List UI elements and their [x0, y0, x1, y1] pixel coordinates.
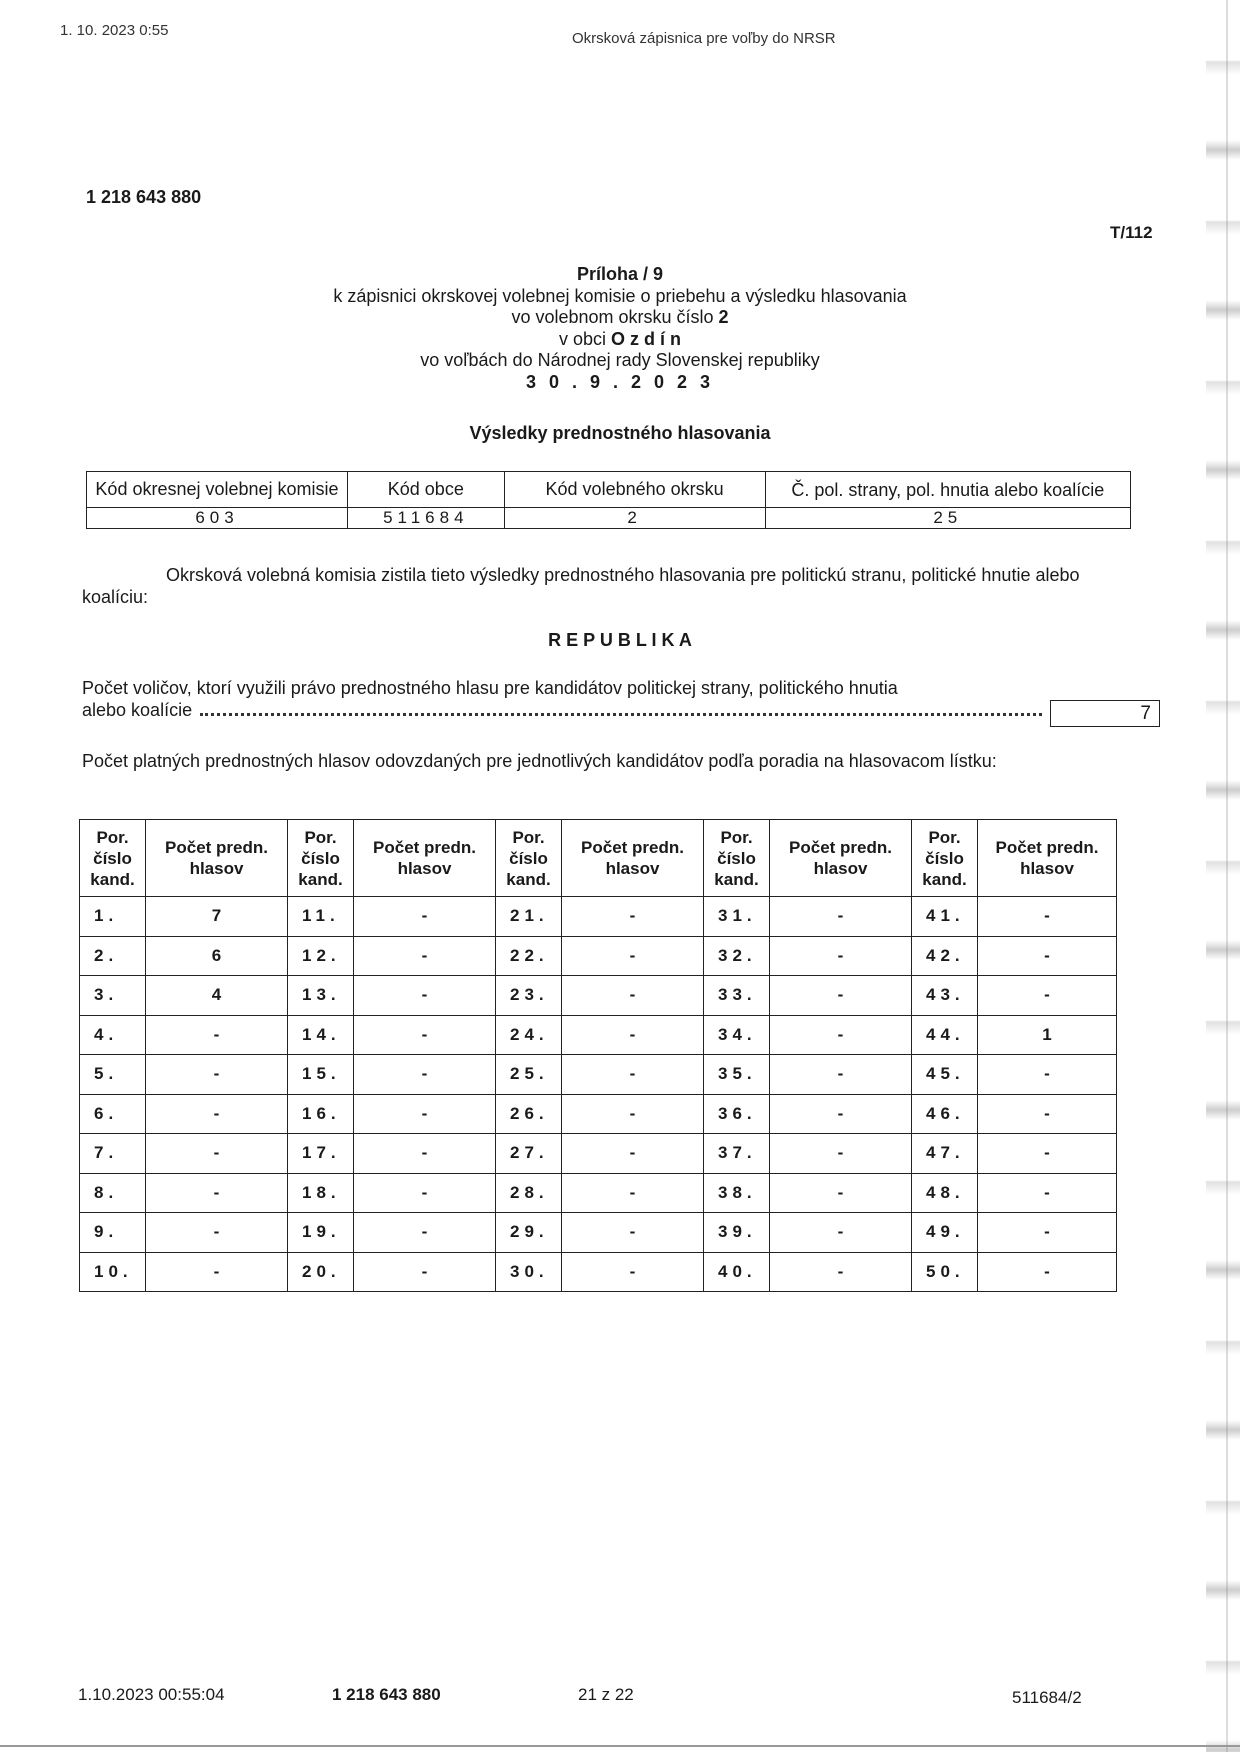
appendix-subtitle: k zápisnici okrskovej volebnej komisie o priebehu a výsledku hlasovania: [333, 285, 907, 306]
candidate-number: 10.: [80, 1252, 146, 1292]
candidate-votes: -: [354, 1213, 496, 1253]
votes-text: Počet platných prednostných hlasov odovzdaných pre jednotlivých kandidátov podľa poradia na hlasovacom lístku:: [82, 751, 997, 771]
candidate-number: 41.: [912, 897, 978, 937]
candidate-votes: -: [354, 1134, 496, 1174]
codes-value: 25: [765, 508, 1130, 529]
voters-text: Počet voličov, ktorí využili právo prednostného hlasu pre kandidátov politickej strany, politického hnutia alebo koalície: [82, 677, 1042, 721]
col-header-number: Por. číslo kand.: [80, 820, 146, 897]
results-header-row: [80, 820, 1117, 897]
election-date: 3 0 . 9 . 2 0 2 3: [525, 371, 715, 392]
candidate-votes: -: [770, 936, 912, 976]
candidate-votes: 4: [146, 976, 288, 1016]
candidate-number: 18.: [288, 1173, 354, 1213]
candidate-number: 46.: [912, 1094, 978, 1134]
candidate-number: 6.: [80, 1094, 146, 1134]
scan-edge-line: [1226, 0, 1228, 1752]
candidate-number: 50.: [912, 1252, 978, 1292]
document-title: Okrsková zápisnica pre voľby do NRSR: [572, 30, 836, 47]
candidate-number: 20.: [288, 1252, 354, 1292]
candidate-number: 42.: [912, 936, 978, 976]
candidate-votes: -: [770, 1134, 912, 1174]
table-row: [80, 1173, 1117, 1213]
candidate-votes: -: [562, 1134, 704, 1174]
candidate-number: 48.: [912, 1173, 978, 1213]
col-header-number: Por. číslo kand.: [704, 820, 770, 897]
table-row: [80, 1134, 1117, 1174]
candidate-votes: -: [354, 1252, 496, 1292]
col-header-number: Por. číslo kand.: [912, 820, 978, 897]
footer-ref: 511684/2: [1012, 1688, 1082, 1707]
candidate-number: 24.: [496, 1015, 562, 1055]
candidate-votes: -: [146, 1015, 288, 1055]
candidate-number: 2.: [80, 936, 146, 976]
candidate-votes: -: [978, 897, 1117, 937]
codes-header: Kód okresnej volebnej komisie: [87, 472, 348, 508]
candidate-number: 34.: [704, 1015, 770, 1055]
candidate-votes: -: [770, 1252, 912, 1292]
party-name: R E P U B L I K A: [548, 630, 692, 650]
candidate-votes: -: [978, 1213, 1117, 1253]
appendix-title: Príloha / 9: [576, 264, 664, 284]
table-row: [80, 1015, 1117, 1055]
col-header-votes: Počet predn. hlasov: [770, 820, 912, 897]
candidate-votes: -: [562, 976, 704, 1016]
candidate-number: 40.: [704, 1252, 770, 1292]
candidate-votes: -: [770, 1173, 912, 1213]
candidate-votes: -: [770, 1213, 912, 1253]
candidate-votes: -: [354, 1015, 496, 1055]
col-header-number: Por. číslo kand.: [496, 820, 562, 897]
candidate-number: 13.: [288, 976, 354, 1016]
candidate-number: 17.: [288, 1134, 354, 1174]
candidate-votes: -: [354, 976, 496, 1016]
candidate-number: 28.: [496, 1173, 562, 1213]
codes-value: 2: [504, 508, 765, 529]
candidate-number: 38.: [704, 1173, 770, 1213]
candidate-number: 33.: [704, 976, 770, 1016]
candidate-votes: -: [978, 976, 1117, 1016]
candidate-votes: 7: [146, 897, 288, 937]
candidate-votes: -: [354, 936, 496, 976]
candidate-votes: -: [770, 1015, 912, 1055]
candidate-number: 36.: [704, 1094, 770, 1134]
candidate-votes: -: [146, 1094, 288, 1134]
document-id: 1 218 643 880: [86, 187, 202, 207]
candidate-number: 32.: [704, 936, 770, 976]
candidate-votes: -: [770, 897, 912, 937]
candidate-number: 37.: [704, 1134, 770, 1174]
candidate-number: 14.: [288, 1015, 354, 1055]
candidate-number: 8.: [80, 1173, 146, 1213]
candidate-votes: -: [770, 1055, 912, 1095]
candidate-votes: -: [562, 1055, 704, 1095]
candidate-votes: -: [978, 1252, 1117, 1292]
footer-id: 1 218 643 880: [332, 1685, 441, 1704]
intro-text: Okrsková volebná komisia zistila tieto výsledky prednostného hlasovania pre politickú stranu, politické hnutie alebo koalíciu:: [82, 565, 1080, 607]
table-row: [80, 976, 1117, 1016]
candidate-number: 7.: [80, 1134, 146, 1174]
candidate-number: 4.: [80, 1015, 146, 1055]
voters-count: 7: [1050, 700, 1160, 727]
election-line: vo voľbách do Národnej rady Slovenskej republiky: [420, 350, 820, 370]
candidate-number: 16.: [288, 1094, 354, 1134]
candidate-votes: -: [146, 1213, 288, 1253]
candidate-number: 21.: [496, 897, 562, 937]
candidate-number: 22.: [496, 936, 562, 976]
candidate-number: 26.: [496, 1094, 562, 1134]
candidate-votes: 1: [978, 1015, 1117, 1055]
candidate-number: 15.: [288, 1055, 354, 1095]
candidate-votes: -: [562, 1213, 704, 1253]
candidate-number: 11.: [288, 897, 354, 937]
footer-datetime: 1.10.2023 00:55:04: [78, 1685, 225, 1704]
candidate-votes: -: [354, 1055, 496, 1095]
district-line: vo volebnom okrsku číslo 2: [511, 307, 729, 327]
candidate-number: 25.: [496, 1055, 562, 1095]
candidate-votes: -: [978, 1173, 1117, 1213]
candidate-number: 44.: [912, 1015, 978, 1055]
table-row: [80, 936, 1117, 976]
section-title: Výsledky prednostného hlasovania: [469, 423, 771, 443]
form-code: T/112: [1110, 223, 1153, 242]
table-row: [80, 1252, 1117, 1292]
candidate-number: 29.: [496, 1213, 562, 1253]
candidate-votes: -: [562, 1015, 704, 1055]
candidate-number: 5.: [80, 1055, 146, 1095]
candidate-votes: -: [770, 1094, 912, 1134]
print-timestamp: 1. 10. 2023 0:55: [60, 22, 169, 39]
candidate-number: 31.: [704, 897, 770, 937]
candidate-number: 12.: [288, 936, 354, 976]
candidate-number: 47.: [912, 1134, 978, 1174]
title-block: [200, 264, 1040, 393]
candidate-number: 30.: [496, 1252, 562, 1292]
candidate-votes: -: [562, 1173, 704, 1213]
candidate-number: 45.: [912, 1055, 978, 1095]
codes-table: [86, 471, 1131, 529]
table-row: [80, 1213, 1117, 1253]
candidate-votes: -: [354, 1094, 496, 1134]
codes-header: Č. pol. strany, pol. hnutia alebo koalície: [765, 472, 1130, 508]
candidate-number: 9.: [80, 1213, 146, 1253]
col-header-votes: Počet predn. hlasov: [146, 820, 288, 897]
candidate-number: 19.: [288, 1213, 354, 1253]
candidate-number: 49.: [912, 1213, 978, 1253]
candidate-votes: -: [354, 1173, 496, 1213]
town-line: v obci O z d í n: [558, 328, 682, 349]
col-header-votes: Počet predn. hlasov: [354, 820, 496, 897]
candidate-number: 3.: [80, 976, 146, 1016]
candidate-votes: -: [146, 1055, 288, 1095]
candidate-number: 27.: [496, 1134, 562, 1174]
candidate-votes: -: [978, 936, 1117, 976]
results-table: [79, 819, 1117, 1292]
candidate-votes: -: [978, 1094, 1117, 1134]
codes-value: 511684: [348, 508, 505, 529]
candidate-number: 43.: [912, 976, 978, 1016]
candidate-votes: -: [562, 1094, 704, 1134]
col-header-votes: Počet predn. hlasov: [978, 820, 1117, 897]
table-row: [80, 1094, 1117, 1134]
candidate-votes: -: [978, 1055, 1117, 1095]
candidate-number: 39.: [704, 1213, 770, 1253]
candidate-votes: -: [562, 897, 704, 937]
candidate-votes: -: [354, 897, 496, 937]
candidate-number: 23.: [496, 976, 562, 1016]
candidate-votes: -: [146, 1252, 288, 1292]
candidate-number: 35.: [704, 1055, 770, 1095]
col-header-votes: Počet predn. hlasov: [562, 820, 704, 897]
candidate-number: 1.: [80, 897, 146, 937]
table-row: [80, 1055, 1117, 1095]
codes-value: 603: [87, 508, 348, 529]
candidate-votes: -: [978, 1134, 1117, 1174]
scan-bottom-line: [0, 1745, 1240, 1747]
col-header-number: Por. číslo kand.: [288, 820, 354, 897]
candidate-votes: -: [562, 1252, 704, 1292]
candidate-votes: -: [146, 1173, 288, 1213]
candidate-votes: -: [562, 936, 704, 976]
table-row: [80, 897, 1117, 937]
candidate-votes: 6: [146, 936, 288, 976]
codes-header: Kód obce: [348, 472, 505, 508]
candidate-votes: -: [146, 1134, 288, 1174]
candidate-votes: -: [770, 976, 912, 1016]
scan-edge: [1206, 0, 1240, 1752]
codes-header: Kód volebného okrsku: [504, 472, 765, 508]
footer-page: 21 z 22: [578, 1685, 634, 1704]
